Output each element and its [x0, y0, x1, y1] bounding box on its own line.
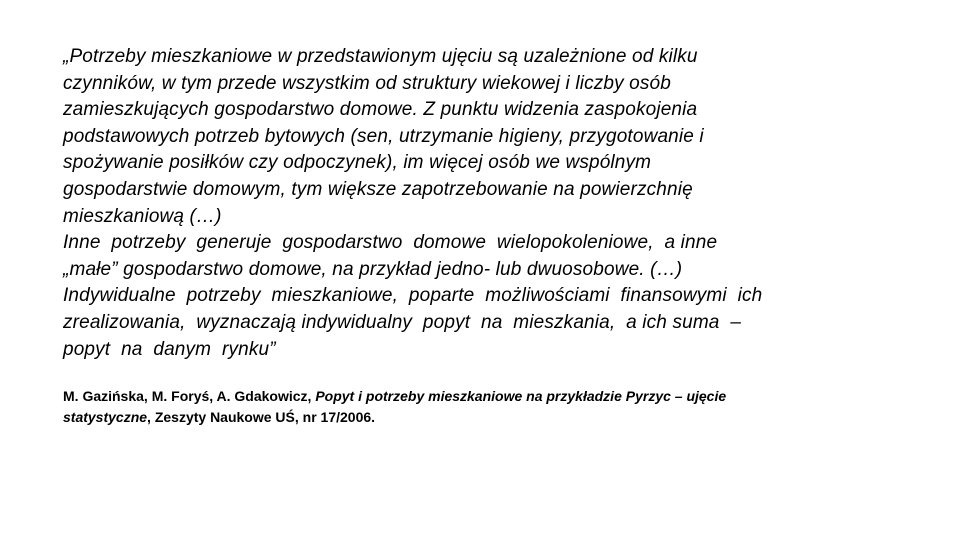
- quote-line: popyt na danym rynku”: [63, 338, 276, 360]
- quote-line: spożywanie posiłków czy odpoczynek), im więcej osób we wspólnym: [63, 152, 652, 174]
- quote-line: „małe” gospodarstwo domowe, na przykład jedno- lub dwuosobowe. (…): [63, 258, 683, 280]
- citation-publication: , Zeszyty Naukowe UŚ, nr 17/2006.: [147, 408, 376, 425]
- quote-line: podstawowych potrzeb bytowych (sen, utrzymanie higieny, przygotowanie i: [63, 125, 704, 147]
- quote-line: „Potrzeby mieszkaniowe w przedstawionym ujęciu są uzależnione od kilku: [63, 46, 698, 67]
- quote-text: [63, 44, 923, 363]
- citation-title-part-2: statystyczne: [63, 408, 148, 425]
- quote-line: gospodarstwie domowym, tym większe zapotrzebowanie na powierzchnię: [63, 178, 693, 200]
- quote-line: zrealizowania, wyznaczają indywidualny popyt na mieszkania, a ich suma –: [63, 311, 742, 333]
- quote-line: zamieszkujących gospodarstwo domowe. Z punktu widzenia zaspokojenia: [63, 99, 698, 121]
- quote-line: Inne potrzeby generuje gospodarstwo domowe wielopokoleniowe, a inne: [63, 232, 718, 254]
- quote-line: czynników, w tym przede wszystkim od struktury wiekowej i liczby osób: [63, 72, 671, 94]
- quote-line: mieszkaniową (…): [63, 205, 222, 227]
- citation-title-part-1: Popyt i potrzeby mieszkaniowe na przykładzie Pyrzyc – ujęcie: [315, 388, 727, 404]
- citation-line-1: [63, 386, 923, 407]
- citation: [63, 386, 923, 427]
- quote-line: Indywidualne potrzeby mieszkaniowe, poparte możliwościami finansowymi ich: [63, 285, 763, 307]
- citation-line-2: [63, 407, 923, 428]
- citation-authors: M. Gazińska, M. Foryś, A. Gdakowicz,: [63, 388, 316, 404]
